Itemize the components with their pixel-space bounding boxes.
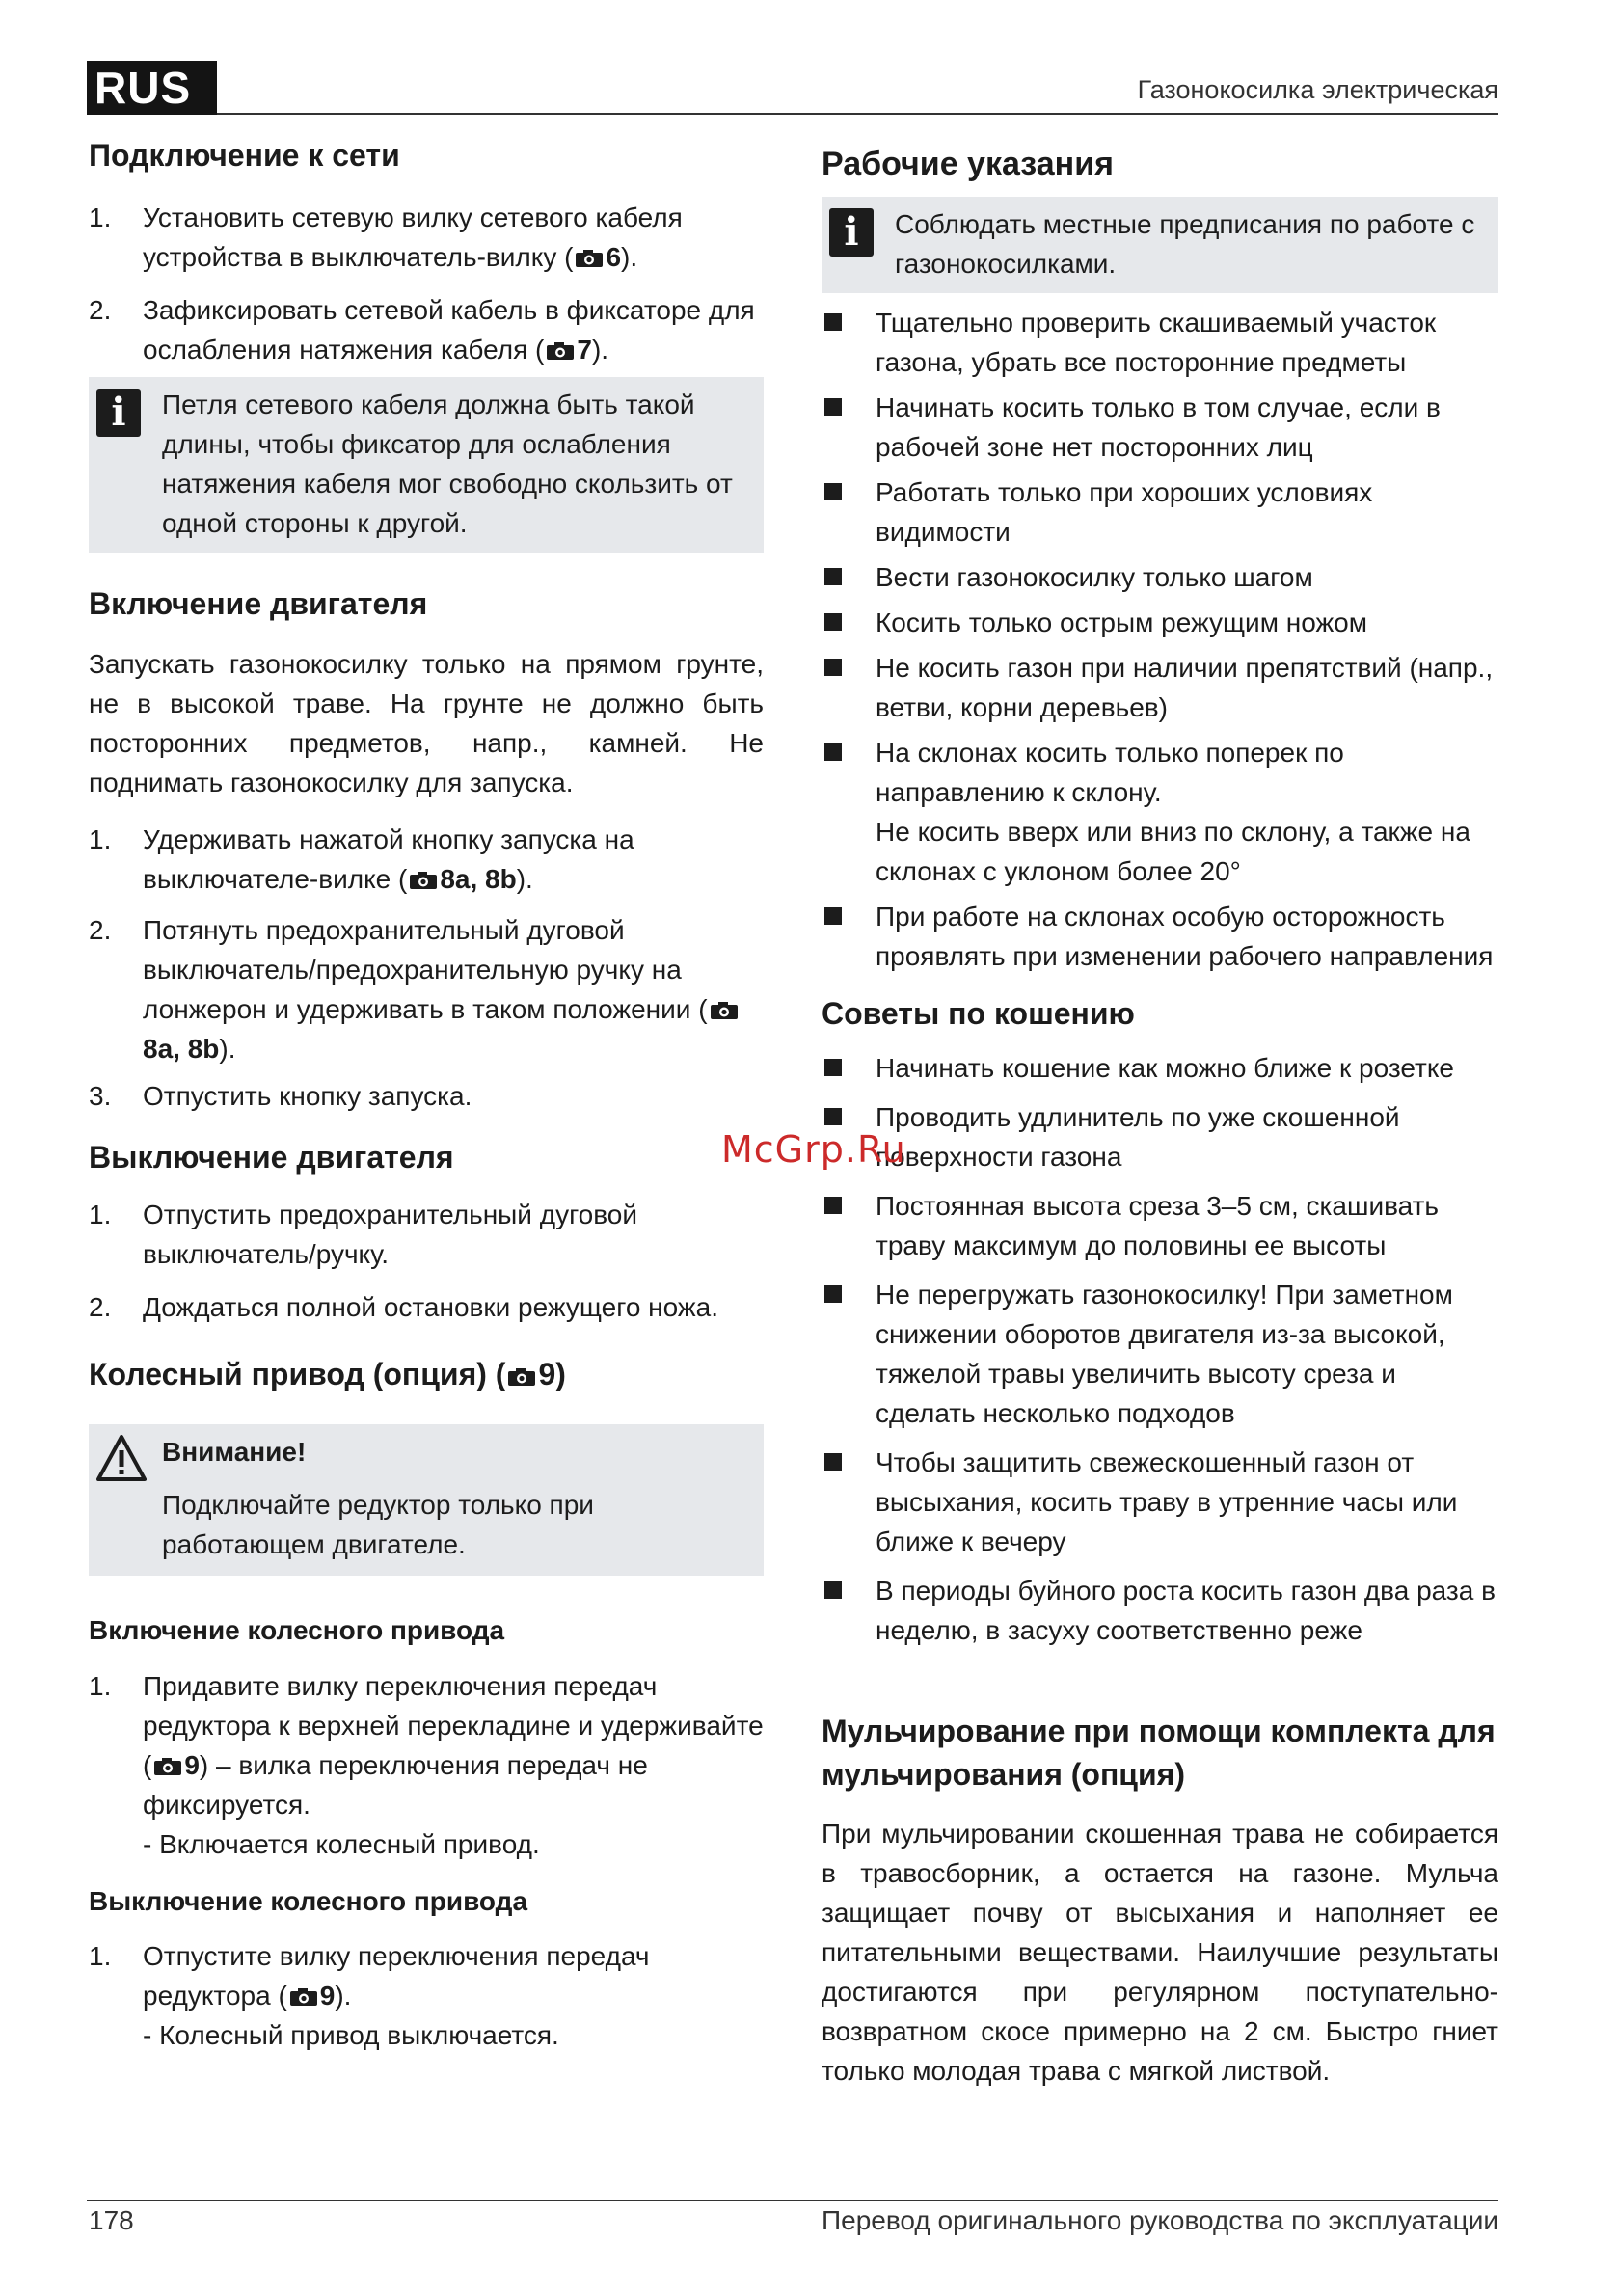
warning-triangle-icon <box>96 1434 147 1482</box>
engine-stop-steps <box>89 1195 764 1327</box>
list-item <box>89 1287 764 1327</box>
watermark-text: McGrp.Ru <box>721 1128 906 1171</box>
list-item <box>822 557 1498 597</box>
page-number: 178 <box>89 2205 134 2235</box>
bullet-square <box>824 1197 842 1214</box>
step-text-end: ) – вилка переключения передач не фиксируется. <box>143 1749 648 1820</box>
list-item <box>89 1195 764 1274</box>
list-item-text: Не перегружать газонокосилку! При заметном снижении оборотов двигателя из-за высокой, тяжелой травы увеличить высоту среза и сделать несколько подходов <box>876 1280 1453 1429</box>
list-item-text: Работать только при хороших условиях видимости <box>876 477 1373 548</box>
bullet-square <box>824 1059 842 1076</box>
bullet-square <box>824 313 842 331</box>
step-number: 1. <box>89 824 112 855</box>
bullet-square <box>824 743 842 761</box>
step-text: Зафиксировать сетевой кабель в фиксаторе для ослабления натяжения кабеля ( <box>143 295 755 365</box>
list-item <box>822 897 1498 976</box>
step-number: 1. <box>89 1670 112 1701</box>
list-item <box>89 1666 764 1864</box>
footer-title: Перевод оригинального руководства по эксплуатации <box>822 2205 1498 2235</box>
bullet-square <box>824 613 842 631</box>
section-heading-engine-stop: Выключение двигателя <box>89 1140 454 1175</box>
step-text: Отпустите вилку переключения передач редуктора ( <box>143 1941 650 2012</box>
engine-start-paragraph: Запускать газонокосилку только на прямом грунте, не в высокой траве. На грунте не должно быть посторонних предметов, напр., камней. Не поднимать газонокосилку для запуска. <box>89 649 764 798</box>
step-number: 2. <box>89 295 112 326</box>
footer-divider <box>87 2200 1498 2201</box>
step-result: - Колесный привод выключается. <box>143 2020 559 2051</box>
left-column <box>89 135 764 2055</box>
warning-text: Подключайте редуктор только при работающем двигателе. <box>162 1489 594 1559</box>
list-item <box>822 473 1498 552</box>
figure-ref: 8a, 8b <box>440 864 517 895</box>
list-item-text: Вести газонокосилку только шагом <box>876 562 1313 593</box>
step-result: - Включается колесный привод. <box>143 1828 540 1859</box>
section-heading-mulching: Мульчирование при помощи комплекта для мульчирования (опция) <box>822 1714 1496 1793</box>
wheel-drive-on-steps <box>89 1666 764 1864</box>
step-text: Удерживать нажатой кнопку запуска на выключателе-вилке ( <box>143 824 634 895</box>
subheading-wheel-drive-off: Выключение колесного привода <box>89 1885 528 1916</box>
list-item-text: На склонах косить только поперек по направлению к склону. <box>876 738 1344 808</box>
bullet-square <box>824 1453 842 1471</box>
list-item <box>89 910 764 1068</box>
camera-icon <box>507 1367 536 1387</box>
list-item-text: Чтобы защитить свежескошенный газон от высыхания, косить траву в утренние часы или ближе к вечеру <box>876 1447 1458 1557</box>
camera-icon <box>710 1001 739 1020</box>
step-text-end: ). <box>591 335 609 365</box>
step-text-end: ). <box>219 1034 236 1065</box>
heading-text-end: ) <box>555 1356 566 1391</box>
figure-ref: 7 <box>577 335 592 365</box>
step-number: 2. <box>89 915 112 946</box>
bullet-square <box>824 907 842 925</box>
figure-ref: 8a, 8b <box>143 1034 220 1065</box>
list-item-text: В периоды буйного роста косить газон два раза в неделю, в засуху соответственно реже <box>876 1576 1496 1646</box>
step-number: 1. <box>89 1199 112 1229</box>
header-divider <box>217 113 1498 115</box>
warning-note-gearbox <box>89 1424 764 1576</box>
step-number: 1. <box>89 1941 112 1972</box>
mulching-paragraph: При мульчировании скошенная трава не собирается в травосборник, а остается на газоне. Мульча защищает почву от высыхания и наполняет ее питательными веществами. Наилучшие результаты достигаются при регулярном поступательно-возвратном скосе примерно на 2 см. Быстро гниет только молодая трава с мягкой листвой. <box>822 1819 1498 2087</box>
section-heading-engine-start: Включение двигателя <box>89 586 428 622</box>
bullet-square <box>824 1581 842 1599</box>
figure-ref: 9 <box>538 1356 556 1391</box>
work-instructions-list <box>822 303 1498 976</box>
step-text-end: ). <box>621 242 638 273</box>
list-item-text: Тщательно проверить скашиваемый участок газона, убрать все посторонние предметы <box>876 308 1437 378</box>
engine-start-steps <box>89 820 764 1116</box>
step-text: Дождаться полной остановки режущего ножа. <box>143 1291 718 1322</box>
list-item <box>822 603 1498 642</box>
bullet-square <box>824 398 842 416</box>
list-item <box>822 648 1498 727</box>
info-note-local-regulations <box>822 197 1498 293</box>
bullet-square <box>824 1285 842 1303</box>
list-item <box>822 733 1498 891</box>
info-icon: i <box>829 208 874 257</box>
list-item <box>89 820 764 899</box>
list-item <box>822 1048 1498 1088</box>
camera-icon <box>575 249 604 268</box>
list-item <box>89 290 764 369</box>
step-text: Отпустить кнопку запуска. <box>143 1081 472 1112</box>
list-item <box>89 198 764 277</box>
camera-icon <box>409 871 438 890</box>
section-heading-wheel-drive <box>89 1354 764 1395</box>
header-title: Газонокосилка электрическая <box>1137 75 1498 104</box>
step-text: Придавите вилку переключения передач редуктора к верхней перекладине и удерживайте ( <box>143 1670 764 1780</box>
figure-ref: 9 <box>184 1749 200 1780</box>
bullet-square <box>824 568 842 585</box>
step-text-end: ). <box>516 864 533 895</box>
list-item-text: Начинать кошение как можно ближе к розетке <box>876 1053 1454 1084</box>
figure-ref: 9 <box>319 1981 336 2012</box>
step-number: 1. <box>89 203 112 233</box>
step-text: Отпустить предохранительный дуговой выключатель/ручку. <box>143 1199 638 1269</box>
step-text-end: ). <box>335 1981 352 2012</box>
list-item <box>822 1443 1498 1561</box>
mains-steps <box>89 198 764 369</box>
section-heading-work-instructions: Рабочие указания <box>822 146 1114 182</box>
list-item-text: Косить только острым режущим ножом <box>876 608 1368 638</box>
list-item-text: Начинать косить только в том случае, если в рабочей зоне нет посторонних лиц <box>876 392 1441 463</box>
right-column <box>822 135 1498 2091</box>
language-badge: RUS <box>87 61 217 115</box>
camera-icon <box>153 1757 182 1776</box>
list-item-text: При работе на склонах особую осторожность проявлять при изменении рабочего направления <box>876 902 1494 972</box>
info-note-cable-loop <box>89 377 764 553</box>
camera-icon <box>546 341 575 361</box>
bullet-square <box>824 659 842 676</box>
info-text: Петля сетевого кабеля должна быть такой длины, чтобы фиксатор для ослабления натяжения кабеля мог свободно скользить от одной стороны к другой. <box>162 390 733 539</box>
subheading-wheel-drive-on: Включение колесного привода <box>89 1614 505 1645</box>
mowing-tips-list <box>822 1048 1498 1650</box>
section-heading-mowing-tips: Советы по кошению <box>822 996 1135 1032</box>
section-heading-mains-connection: Подключение к сети <box>89 138 400 173</box>
step-number: 2. <box>89 1291 112 1322</box>
list-item <box>822 303 1498 382</box>
figure-ref: 6 <box>606 242 622 273</box>
list-item <box>822 1186 1498 1265</box>
list-item-text: Проводить удлинитель по уже скошенной поверхности газона <box>876 1102 1400 1173</box>
heading-text: Колесный привод (опция) ( <box>89 1356 506 1391</box>
wheel-drive-off-steps <box>89 1936 764 2055</box>
list-item-text: Не косить газон при наличии препятствий (напр., ветви, корни деревьев) <box>876 653 1494 723</box>
list-item <box>822 388 1498 467</box>
step-text: Потянуть предохранительный дуговой выключатель/предохранительную ручку на лонжерон и удерживать в таком положении ( <box>143 915 708 1025</box>
list-item <box>822 1275 1498 1433</box>
list-item <box>89 1076 764 1116</box>
step-number: 3. <box>89 1081 112 1112</box>
list-item <box>822 1097 1498 1176</box>
bullet-square <box>824 483 842 500</box>
step-text: Установить сетевую вилку сетевого кабеля устройства в выключатель-вилку ( <box>143 203 683 273</box>
camera-icon <box>289 1987 318 2007</box>
warning-title: Внимание! <box>162 1436 307 1467</box>
list-item <box>822 1571 1498 1650</box>
info-text: Соблюдать местные предписания по работе с газонокосилками. <box>895 209 1475 280</box>
bullet-square <box>824 1108 842 1125</box>
list-item-text: Постоянная высота среза 3–5 см, скашивать траву максимум до половины ее высоты <box>876 1191 1440 1261</box>
list-item <box>89 1936 764 2055</box>
info-icon: i <box>96 389 141 437</box>
list-item-extra: Не косить вверх или вниз по склону, а также на склонах с уклоном более 20° <box>876 817 1470 887</box>
